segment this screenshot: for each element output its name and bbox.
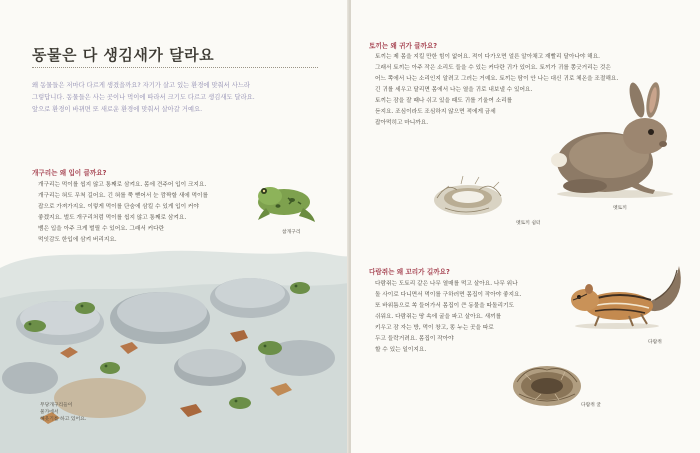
body-line: 두고 들락거려요. 몸집이 작아야 — [375, 336, 454, 342]
body-line: 먹잇감도 한입에 삼켜 버리지요. — [38, 237, 117, 243]
chipmunk-section-body — [375, 279, 521, 356]
right-page — [351, 0, 700, 453]
body-line: 어느 쪽에서 나는 소리인지 알려고 그러는 거예요. 토끼는 땀이 안 나는 대신 귀로 체온을 조절해요. — [375, 76, 619, 82]
page-title: 동물은 다 생김새가 달라요 — [32, 46, 215, 64]
rabbit-caption: 멧토끼 — [613, 206, 627, 211]
burrow-caption: 다람쥐 굴 — [581, 403, 602, 408]
burrow-icon — [511, 360, 583, 408]
body-line: 개구리는 먹이를 씹지 않고 통째로 삼켜요. 몸에 견주어 입이 크지요. — [38, 182, 207, 188]
body-line: 뱀은 입을 아주 크게 벌릴 수 있어요. 그래서 커다란 — [38, 226, 165, 232]
body-line: 또 바위틈으로 쏙 들어가서 몸집이 큰 동물을 따돌리기도 — [375, 303, 515, 309]
body-line: 긴 귀를 세우고 달리면 몸에서 나는 열을 귀로 내보낼 수 있어요. — [375, 87, 533, 93]
body-line: 잡으로 가져가지요. 이렇게 먹이를 단숨에 삼킬 수 있게 입이 커야 — [38, 204, 199, 210]
body-line: 할 수 있는 일이지요. — [375, 347, 427, 353]
body-line: 돌 사이로 다니면서 먹이를 구하러면 몸집이 작아야 좋지요. — [375, 292, 522, 298]
body-line: 좋겠지요. 벌도 개구리처럼 먹이를 씹지 않고 통째로 삼켜요. — [38, 215, 187, 221]
caption-line: 무당개구리들이 — [40, 403, 73, 408]
body-line: 듣지요. 조심이라도 조심하지 않으면 적에게 금세 — [375, 109, 496, 115]
frog-icon — [248, 176, 318, 224]
chipmunk-caption: 다람쥐 — [648, 340, 662, 345]
pond-caption — [40, 402, 86, 423]
intro-paragraph — [32, 80, 322, 116]
nest-caption: 멧토끼 쉼터 — [516, 221, 541, 226]
title-divider — [32, 67, 318, 68]
body-line: 잡아먹히고 마니까요. — [375, 120, 429, 126]
caption-line: 물가에서 — [40, 410, 59, 415]
body-line: 토끼는 제 몸을 지킬 만한 힘이 없어요. 적이 다가오면 얼른 알아채고 재빨리 달아나야 해요. — [375, 54, 600, 60]
body-line: 쉬워요. 다람쥐는 땅 속에 굴을 파고 살아요. 새끼를 — [375, 314, 502, 320]
left-page — [0, 0, 349, 453]
frog-section-heading: 개구리는 왜 입이 클까요? — [32, 169, 107, 177]
intro-line: 왜 동물들은 저마다 다르게 생겼을까요? 자기가 살고 있는 환경에 맞춰서 사느라 — [32, 82, 251, 89]
body-line: 키우고 잠 자는 방, 먹이 창고, 똥 누는 곳을 따로 — [375, 325, 494, 331]
body-line: 다람쥐는 도토리 같은 나무 열매를 먹고 살아요. 나무 위나 — [375, 281, 518, 287]
intro-line: 그렇답니다. 동물들은 사는 곳이나 먹이에 따라서 크기도 다르고 생김새도 달라요. — [32, 94, 255, 101]
body-line: 그래서 토끼는 아주 작은 소리도 들을 수 있는 커다란 귀가 있어요. 토끼가 귀를 쫑긋거리는 것은 — [375, 65, 611, 71]
body-line: 개구리는 혀도 무척 길어요. 긴 혀를 쭉 뻗어서 눈 깜짝할 새에 먹이를 — [38, 193, 209, 199]
rabbit-icon — [545, 86, 685, 198]
nest-icon — [431, 172, 505, 218]
caption-line: 해웃기를 하고 있어요. — [40, 417, 87, 422]
chipmunk-icon — [559, 258, 689, 330]
frog-caption: 참개구리 — [282, 230, 301, 235]
rabbit-section-heading: 토끼는 왜 귀가 클까요? — [369, 42, 438, 50]
body-line: 토끼는 잠을 잘 때나 쉬고 있을 때도 귀를 기울여 소리를 — [375, 98, 513, 104]
intro-line: 앞으로 환경이 바뀌면 또 새로운 환경에 맞춰서 살아갈 거예요. — [32, 106, 203, 113]
chipmunk-section-heading: 다람쥐는 왜 꼬리가 길까요? — [369, 268, 450, 276]
